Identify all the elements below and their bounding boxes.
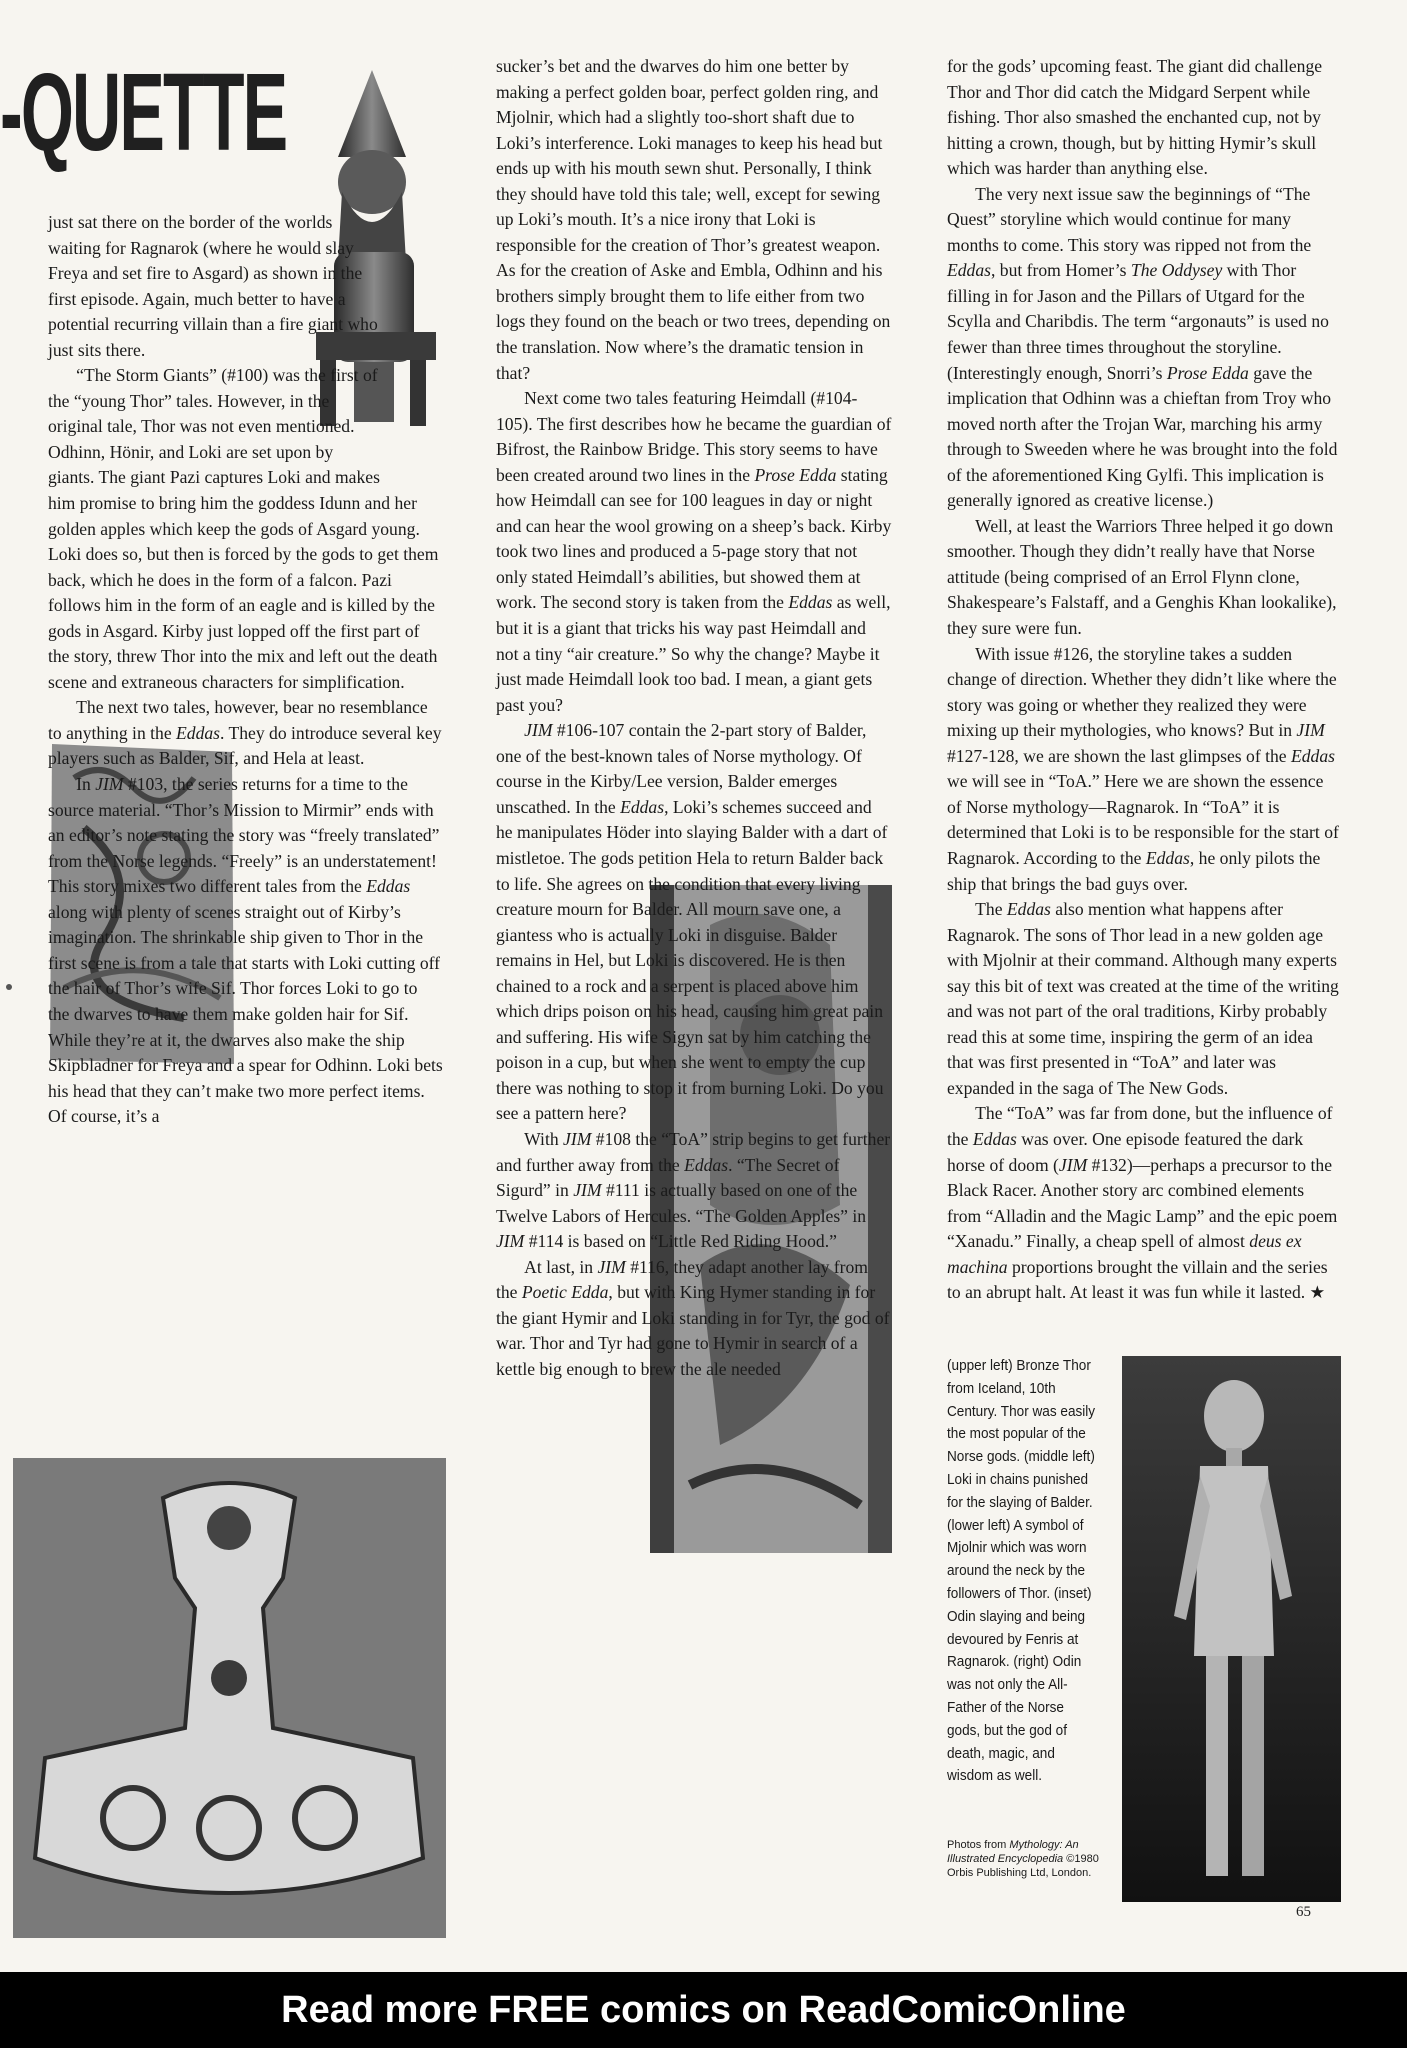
mjolnir-photo <box>13 1458 446 1938</box>
col2-paragraph: At last, in JIM #116, they adapt another lay from the Poetic Edda, but with King Hymer standing in for the giant Hymir and Loki standing in for Tyr, the god of war. Thor and Tyr had gone to Hymir in search of a kettle big enough to brew the ale needed <box>496 1256 890 1379</box>
column-1 <box>48 54 443 1130</box>
column-2 <box>496 54 892 1382</box>
col3-paragraph: The very next issue saw the beginnings of “The Quest” storyline which would continue for many months to come. This story was ripped not from the Eddas, but from Homer’s The Oddysey with Thor filling in for Jason and the Pillars of Utgard for the Scylla and Charibdis. The term “argonauts” is used no fewer than three times throughout the storyline. (Interestingly enough, Snorri’s Prose Edda gave the implication that Odhinn was a chieftan from Troy who moved north after the Trojan War, marching his army through to Sweeden where he was brought into the fold of the aforementioned King Gylfi. This implication is generally ignored as creative license.) <box>947 183 1338 511</box>
col2-paragraph: With JIM #108 the “ToA” strip begins to get further and further away from the Eddas. “The Secret of Sigurd” in JIM #111 is actually based on one of the Twelve Labors of Hercules. “The Golden Apples” in JIM #114 is based on “Little Red Riding Hood.” <box>496 1128 891 1252</box>
headline-spacer <box>48 54 443 210</box>
thor-float <box>381 210 443 486</box>
headline: -QUETTE <box>0 51 287 174</box>
col1-paragraph: The next two tales, however, bear no resemblance to anything in the Eddas. They do introduce several key players such as Balder, Sif, and Hela at least. <box>48 697 442 769</box>
col3-paragraph: The “ToA” was far from done, but the influence of the Eddas was over. One episode featured the dark horse of doom (JIM #132)—perhaps a precursor to the Black Racer. Another story arc combined elements from “Alladin and the Magic Lamp” and the epic poem “Xanadu.” Finally, a cheap spell of almost deus ex machina proportions brought the villain and the series to an abrupt halt. At least it was fun while it lasted. ★ <box>947 1103 1338 1303</box>
page-number: 65 <box>1296 1904 1311 1920</box>
col1-paragraph: “The Storm Giants” (#100) was the first of the “young Thor” tales. However, in the original tale, Thor was not even mentioned. Odhinn, Hönir, and Loki are set upon by giants. The giant Pazi captures Loki and makes him promise to bring him the goddess Idunn and her golden apples which keep the gods of Asgard young. Loki does so, but then is forced by the gods to get them back, which he does in the form of a falcon. Pazi follows him in the form of an eagle and is killed by the gods in Asgard. Kirby just lopped off the first part of the story, threw Thor into the mix and left out the death scene and extraneous characters for simplification. <box>48 365 439 692</box>
margin-dot <box>6 984 12 990</box>
photo-caption: (upper left) Bronze Thor from Iceland, 10th Century. Thor was easily the most popular of the Norse gods. (middle left) Loki in chains punished for the slaying of Balder. (lower left) A symbol of Mjolnir which was worn around the neck by the followers of Thor. (inset) Odin slaying and being devoured by Fenris at Ragnarok. (right) Odin was not only the All-Father of the Norse gods, but the god of death, magic, and wisdom as well. <box>947 1358 1096 1785</box>
col1-paragraph: just sat there on the border of the worlds waiting for Ragnarok (where he would slay Freya and set fire to Asgard) as shown in the first episode. Again, much better to have a potential recurring villain than a fire giant who just sits there. <box>48 212 378 360</box>
col1-paragraph: In JIM #103, the series returns for a time to the source material. “Thor’s Mission to Mirmir” ends with an editor’s note stating the story was “freely translated” from the Norse legends. “Freely” is an understatement! This story mixes two different tales from the Eddas along with plenty of scenes straight out of Kirby’s imagination. The shrinkable ship given to Thor in the first scene is from a tale that starts with Loki cutting off the hair of Thor’s wife Sif. Thor forces Loki to go to the dwarves to have them make golden hair for Sif. While they’re at it, the dwarves also make the ship Skipbladner for Freya and a spear for Odhinn. Loki bets his head that they can’t make two more perfect items. Of course, it’s a <box>48 774 443 1127</box>
column-3 <box>947 54 1342 1306</box>
col2-paragraph: JIM #106-107 contain the 2-part story of Balder, one of the best-known tales of Norse mythology. Of course in the Kirby/Lee version, Balder emerges unscathed. In the Eddas, Loki’s schemes succeed and he manipulates Höder into slaying Balder with a dart of mistletoe. The gods petition Hela to return Balder back to life. She agrees on the condition that every living creature mourn for Balder. All mourn save one, a giantess who is actually Loki in disguise. Balder remains in Hel, but Loki is discovered. He is then chained to a rock and a serpent is placed above him which drips poison on his head, causing him great pain and suffering. His wife Sigyn sat by him catching the poison in a cup, but when she went to empty the cup there was nothing to stop it from burning Loki. Do you see a pattern here? <box>496 720 888 1124</box>
col3-paragraph: for the gods’ upcoming feast. The giant did challenge Thor and Thor did catch the Midgard Serpent while fishing. Thor also smashed the enchanted cup, not by hitting a crown, though, but by hitting Hymir’s skull which was harder than anything else. <box>947 56 1323 179</box>
col2-paragraph: sucker’s bet and the dwarves do him one better by making a perfect golden boar, perfect golden ring, and Mjolnir, which had a slightly too-short shaft due to Loki’s interference. Loki manages to keep his head but ends up with his mouth sewn shut. Personally, I think they should have told this tale; well, except for sewing up Loki’s mouth. It’s a nice irony that Loki is responsible for the creation of Thor’s greatest weapon. As for the creation of Aske and Embla, Odhinn and his brothers simply brought them to life either from two logs they found on the beach or two trees, depending on the translation. Now where’s the dramatic tension in that? <box>496 56 891 383</box>
promo-banner[interactable]: Read more FREE comics on ReadComicOnline <box>0 1972 1407 2048</box>
photo-credits: Photos from Mythology: An Illustrated Encyclopedia ©1980 Orbis Publishing Ltd, London. <box>947 1839 1099 1879</box>
col3-paragraph: The Eddas also mention what happens after Ragnarok. The sons of Thor lead in a new golden age with Mjolnir at their command. Although many experts say this bit of text was created at the time of the writing and was not part of the oral traditions, Kirby probably read this at some time, inspiring the germ of an idea that was first presented in “ToA” and later was expanded in the saga of The New Gods. <box>947 899 1339 1098</box>
mjolnir-image <box>13 1458 446 1938</box>
col2-paragraph: Next come two tales featuring Heimdall (#104-105). The first describes how he became the guardian of Bifrost, the Rainbow Bridge. This story seems to have been created around two lines in the Prose Edda stating how Heimdall can see for 100 leagues in day or night and can hear the wool growing on a sheep’s back. Kirby took two lines and produced a 5-page story that not only stated Heimdall’s abilities, but showed them at work. The second story is taken from the Eddas as well, but it is a giant that tricks his way past Heimdall and not a tiny “air creature.” So why the change? Maybe it just made Heimdall look too bad. I mean, a giant gets past you? <box>496 388 892 715</box>
col3-paragraph: With issue #126, the storyline takes a sudden change of direction. Whether they didn’t like where the story was going or whether they realized they were mixing up their mythologies, who knows? But in JIM #127-128, we are shown the last glimpses of the Eddas we will see in “ToA.” Here we are shown the essence of Norse mythology—Ragnarok. In “ToA” it is determined that Loki is to be responsible for the start of Ragnarok. According to the Eddas, he only pilots the ship that brings the bad guys over. <box>947 643 1339 894</box>
odin-figure-image <box>1122 1356 1341 1902</box>
col3-paragraph: Well, at least the Warriors Three helped it go down smoother. Though they didn’t really have that Norse attitude (being comprised of an Errol Flynn clone, Shakespeare’s Falstaff, and a Genghis Khan lookalike), they sure were fun. <box>947 515 1337 639</box>
odin-figure-photo <box>1122 1356 1341 1902</box>
